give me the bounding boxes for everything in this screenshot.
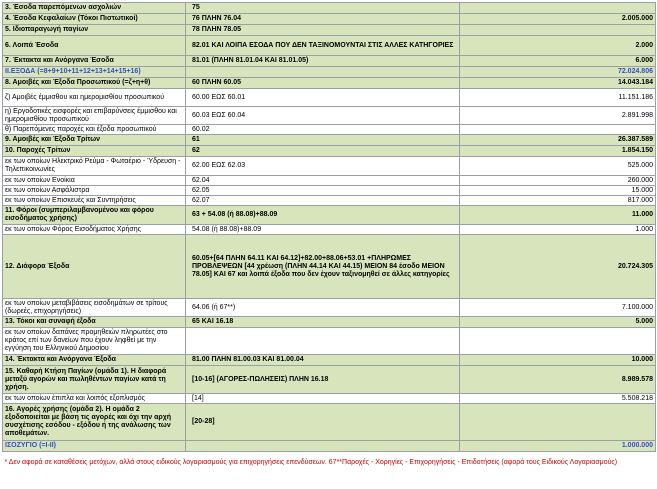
account-label-cell: ΙΣΟΖΥΓΙΟ (=Ι-ΙΙ) xyxy=(3,441,186,452)
account-code-cell: 76 ΠΛΗΝ 76.04 xyxy=(186,14,460,25)
account-label-cell: εκ των οποίων δαπάνες προμηθειών πληρωτέες στο κράτος επί των δανείων που έχουν ληφθεί με την εγγύηση του Ελληνικού Δημοσίου xyxy=(3,328,186,355)
account-code-cell: [14] xyxy=(186,394,460,404)
table-row xyxy=(3,146,656,157)
account-label-cell: εκ των οποίων Επισκευές και Συντηρήσεις xyxy=(3,196,186,206)
account-label-cell: η) Εργοδοτικές εισφορές και επιβαρύνσεις έμμισθου και ημερομισθίου προσωπικού xyxy=(3,107,186,125)
table-row xyxy=(3,36,656,56)
account-code-cell: 64.06 (ή 67**) xyxy=(186,299,460,317)
table-row xyxy=(3,206,656,225)
account-label-cell: εκ των οποίων μεταβιβάσεις εισοδημάτων σε τρίτους (δωρεές, επιχορηγήσεις) xyxy=(3,299,186,317)
account-label-cell: 8. Αμοιβές και Έξοδα Προσωπικού (=ζ+η+θ) xyxy=(3,78,186,89)
amount-cell: 525.000 xyxy=(460,157,656,176)
table-row xyxy=(3,317,656,328)
amount-cell: 1.854.150 xyxy=(460,146,656,157)
amount-cell: 72.024.806 xyxy=(460,67,656,78)
account-code-cell: 65 ΚΑΙ 16.18 xyxy=(186,317,460,328)
account-code-cell: 60.00 ΕΩΣ 60.01 xyxy=(186,89,460,107)
amount-cell: 1.000 xyxy=(460,225,656,235)
amount-cell: 260.000 xyxy=(460,176,656,186)
account-label-cell: 3. Έσοδα παρεπόμενων ασχολιών xyxy=(3,3,186,14)
amount-cell: 26.387.589 xyxy=(460,135,656,146)
amount-cell: 8.989.578 xyxy=(460,366,656,394)
table-row xyxy=(3,441,656,452)
account-label-cell: 15. Καθαρή Κτήση Παγίων (ομάδα 1). Η διαφορά μεταξύ αγορών και πωληθέντων παγίων κατά τη χρήση. xyxy=(3,366,186,394)
table-row xyxy=(3,186,656,196)
account-code-cell: 81.01 (ΠΛΗΝ 81.01.04 ΚΑΙ 81.01.05) xyxy=(186,56,460,67)
account-label-cell: 11. Φόροι (συμπεριλαμβανομένου και φόρου εισοδήματος χρήσης) xyxy=(3,206,186,225)
table-row xyxy=(3,135,656,146)
amount-cell: 6.000 xyxy=(460,56,656,67)
account-code-cell: 62 xyxy=(186,146,460,157)
account-code-cell: 82.01 ΚΑΙ ΛΟΙΠΑ ΕΣΟΔΑ ΠΟΥ ΔΕΝ ΤΑΞΙΝΟΜΟΥΝΤΑΙ ΣΤΙΣ ΑΛΛΕΣ ΚΑΤΗΓΟΡΙΕΣ xyxy=(186,36,460,56)
table-row xyxy=(3,235,656,299)
account-code-cell: [10-16] (ΑΓΟΡΕΣ-ΠΩΛΗΣΕΙΣ) ΠΛΗΝ 16.18 xyxy=(186,366,460,394)
account-code-cell: [20-28] xyxy=(186,404,460,441)
amount-cell xyxy=(460,3,656,14)
account-code-cell xyxy=(186,328,460,355)
account-label-cell: 6. Λοιπά Έσοδα xyxy=(3,36,186,56)
account-code-cell: 62.00 ΕΩΣ 62.03 xyxy=(186,157,460,176)
account-label-cell: 12. Διάφορα Έξοδα xyxy=(3,235,186,299)
amount-cell: 5.000 xyxy=(460,317,656,328)
account-code-cell: 63 + 54.08 (ή 88.08)+88.09 xyxy=(186,206,460,225)
account-code-cell: 62.05 xyxy=(186,186,460,196)
account-label-cell: 16. Αγορές χρήσης (ομάδα 2). Η ομάδα 2 εξοδοποιείται με βάση τις αγορές και όχι την αρχή συσχέτισης εσόδου - εξόδου ή της ανάλωσης των αποθεμάτων. xyxy=(3,404,186,441)
table-row xyxy=(3,89,656,107)
table-row xyxy=(3,394,656,404)
account-label-cell: 9. Αμοιβές και Έξοδα Τρίτων xyxy=(3,135,186,146)
account-code-cell: 60 ΠΛΗΝ 60.05 xyxy=(186,78,460,89)
table-row xyxy=(3,404,656,441)
table-row xyxy=(3,355,656,366)
amount-cell: 11.000 xyxy=(460,206,656,225)
amount-cell: 817.000 xyxy=(460,196,656,206)
account-code-cell: 62.07 xyxy=(186,196,460,206)
amount-cell: 10.000 xyxy=(460,355,656,366)
account-label-cell: 10. Παροχές Τρίτων xyxy=(3,146,186,157)
table-row xyxy=(3,366,656,394)
amount-cell xyxy=(460,404,656,441)
account-label-cell: εκ των οποίων Ενοίκια xyxy=(3,176,186,186)
account-code-cell: 60.02 xyxy=(186,125,460,135)
amount-cell xyxy=(460,25,656,36)
account-code-cell xyxy=(186,67,460,78)
account-code-cell: 60.03 ΕΩΣ 60.04 xyxy=(186,107,460,125)
table-row xyxy=(3,157,656,176)
table-row xyxy=(3,225,656,235)
amount-cell xyxy=(460,125,656,135)
budget-sheet-table xyxy=(2,2,656,473)
amount-cell: 2.005.000 xyxy=(460,14,656,25)
account-label-cell: εκ των οποίων Φόρος Εισοδήματος Χρήσης xyxy=(3,225,186,235)
amount-cell: 2.000 xyxy=(460,36,656,56)
table-row xyxy=(3,125,656,135)
amount-cell: 11.151.186 xyxy=(460,89,656,107)
table-row xyxy=(3,67,656,78)
amount-cell: 5.508.218 xyxy=(460,394,656,404)
footnote-text: * Δεν αφορά σε καταθέσεις μετόχων, αλλά στους ειδικούς λογαριασμούς για επιχορηγήσεις επενδύσεων. 67**Παροχές - Χορηγίες - Επιχορηγήσεις - Επιδοτήσεις (αφορά τους Ειδικούς Λογαριασμούς) xyxy=(3,452,656,473)
account-label-cell: ζ) Αμοιβές έμμισθου και ημερομισθίου προσωπικού xyxy=(3,89,186,107)
table-row xyxy=(3,3,656,14)
table-row xyxy=(3,176,656,186)
account-label-cell: εκ των οποίων Ασφάλιστρα xyxy=(3,186,186,196)
table-row xyxy=(3,25,656,36)
account-label-cell: 5. Ιδιοπαραγωγή παγίων xyxy=(3,25,186,36)
account-label-cell: 7. Έκτακτα και Ανόργανα Έσοδα xyxy=(3,56,186,67)
account-code-cell: 81.00 ΠΛΗΝ 81.00.03 ΚΑΙ 81.00.04 xyxy=(186,355,460,366)
account-label-cell: εκ των οποίων Ηλεκτρικό Ρεύμα - Φωταέριο - Ύδρευση - Τηλεπικοινωνίες xyxy=(3,157,186,176)
table-row xyxy=(3,14,656,25)
account-label-cell: ΙΙ.ΕΞΟΔΑ (=8+9+10+11+12+13+14+15+16) xyxy=(3,67,186,78)
amount-cell: 15.000 xyxy=(460,186,656,196)
budget-sheet-body xyxy=(3,3,656,452)
amount-cell: 7.100.000 xyxy=(460,299,656,317)
table-row xyxy=(3,78,656,89)
table-row xyxy=(3,328,656,355)
amount-cell: 14.043.184 xyxy=(460,78,656,89)
table-row xyxy=(3,299,656,317)
account-code-cell: 60.05+[64 ΠΛΗΝ 64.11 ΚΑΙ 64.12]+82.00+88.06+53.01 +ΠΛΗΡΩΜΕΣ ΠΡΟΒΛΕΨΕΩΝ [44 χρέωση (ΠΛΗΝ 44.14 ΚΑΙ 44.15) ΜΕΙΟΝ 84 έσοδο ΜΕΙΟΝ 78.05] ΚΑΙ 67 και λοιπά έξοδα που δεν έχουν ταξινομηθεί σε άλλες κατηγορίες xyxy=(186,235,460,299)
account-label-cell: εκ των οποίων έπιπλα και λοιπός εξοπλισμός xyxy=(3,394,186,404)
table-row xyxy=(3,107,656,125)
table-row xyxy=(3,196,656,206)
account-code-cell: 75 xyxy=(186,3,460,14)
amount-cell: 2.891.998 xyxy=(460,107,656,125)
account-code-cell: 54.08 (ή 88.08)+88.09 xyxy=(186,225,460,235)
account-label-cell: 4. Έσοδα Κεφαλαίων (Τόκοι Πιστωτικοί) xyxy=(3,14,186,25)
footnote-row xyxy=(3,452,656,473)
table-row xyxy=(3,56,656,67)
account-code-cell xyxy=(186,441,460,452)
amount-cell xyxy=(460,328,656,355)
amount-cell: 20.724.305 xyxy=(460,235,656,299)
account-label-cell: θ) Παρεπόμενες παροχές και έξοδα προσωπικού xyxy=(3,125,186,135)
account-label-cell: 13. Τόκοι και συναφή έξοδα xyxy=(3,317,186,328)
account-code-cell: 78 ΠΛΗΝ 78.05 xyxy=(186,25,460,36)
account-code-cell: 61 xyxy=(186,135,460,146)
account-code-cell: 62.04 xyxy=(186,176,460,186)
account-label-cell: 14. Έκτακτα και Ανόργανα Έξοδα xyxy=(3,355,186,366)
amount-cell: 1.000.000 xyxy=(460,441,656,452)
